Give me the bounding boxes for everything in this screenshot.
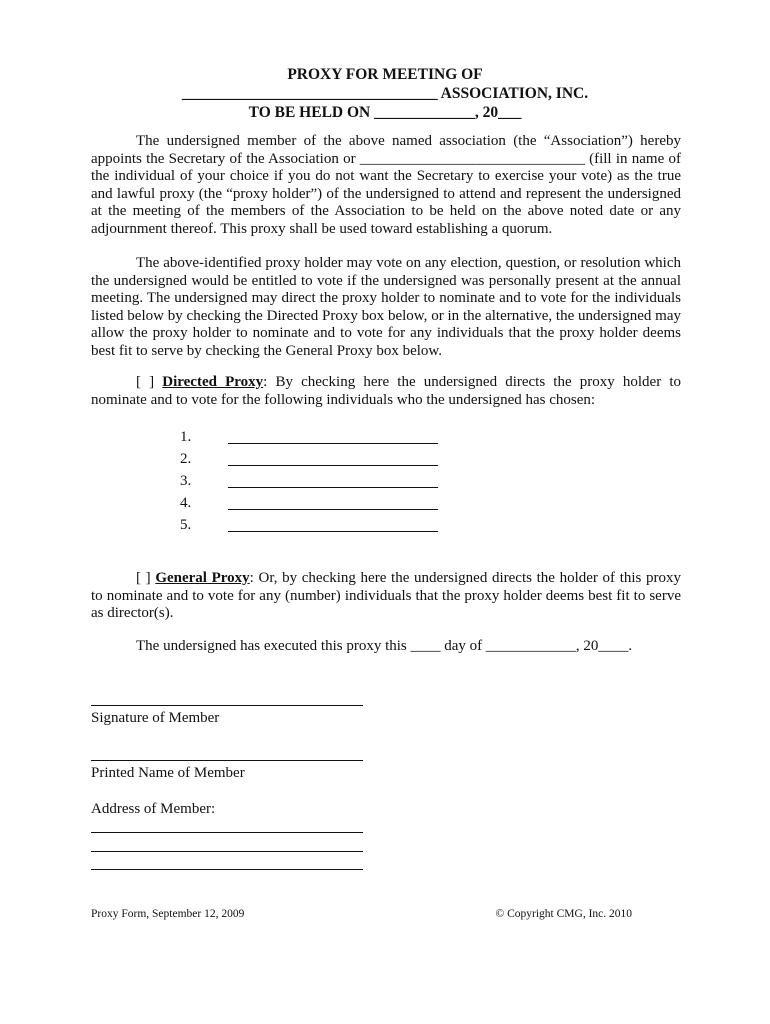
address-field-line[interactable] [91, 832, 363, 833]
nominee-name-field[interactable] [228, 531, 438, 532]
general-proxy-label: General Proxy [155, 570, 250, 586]
form-title: PROXY FOR MEETING OF [287, 66, 483, 83]
meeting-date-line: TO BE HELD ON _____________, 20___ [248, 104, 522, 121]
signature-label: Signature of Member [91, 710, 220, 726]
appointment-paragraph [91, 133, 681, 239]
general-proxy-paragraph [91, 570, 681, 623]
directed-proxy-text: : By checking here the undersigned directs the proxy holder to nominate and to vote for the following individuals who the undersigned has chosen: [91, 374, 682, 408]
directed-proxy-checkbox[interactable]: [ ] [136, 374, 155, 390]
nominee-number: 1. [180, 429, 192, 445]
signature-field[interactable] [91, 705, 363, 706]
nominee-name-field[interactable] [228, 465, 438, 466]
nominee-number: 4. [180, 495, 192, 511]
directed-proxy-paragraph [91, 374, 681, 409]
nominee-number: 5. [180, 517, 192, 533]
general-proxy-text: : Or, by checking here the undersigned directs the holder of this proxy to nominate and to vote for any (number) individuals that the proxy holder deems best fit to serve as director(s). [91, 570, 682, 622]
nominee-number: 3. [180, 473, 192, 489]
nominee-name-field[interactable] [228, 487, 438, 488]
nominee-name-field[interactable] [228, 443, 438, 444]
nominee-row [180, 495, 480, 517]
printed-name-label: Printed Name of Member [91, 765, 245, 781]
directed-proxy-label: Directed Proxy [162, 374, 264, 390]
address-field-line[interactable] [91, 851, 363, 852]
nominee-row [180, 517, 480, 539]
nominee-row [180, 451, 480, 473]
nominee-row [180, 429, 480, 451]
nominee-name-field[interactable] [228, 509, 438, 510]
footer-form-date: Proxy Form, September 12, 2009 [91, 908, 245, 920]
address-field-line[interactable] [91, 869, 363, 870]
printed-name-field[interactable] [91, 760, 363, 761]
execution-text: The undersigned has executed this proxy this ____ day of ____________, 20____. [136, 638, 633, 654]
general-proxy-checkbox[interactable]: [ ] [136, 570, 151, 586]
voting-authority-text: The above-identified proxy holder may vote on any election, question, or resolution which the undersigned would be entitled to vote if the undersigned was personally present at the annual meeting. The undersigned may direct the proxy holder to nominate and to vote for the individuals listed below by checking the Directed Proxy box below, or in the alternative, the undersigned may allow the proxy holder to nominate and to vote for any individuals that the proxy holder deems best fit to serve by checking the General Proxy box below. [91, 255, 681, 359]
voting-authority-paragraph [91, 255, 681, 361]
execution-paragraph [91, 638, 681, 656]
nominee-number: 2. [180, 451, 192, 467]
association-name-line: _________________________________ ASSOCIATION, INC. [181, 85, 589, 102]
nominee-row [180, 473, 480, 495]
footer-copyright: © Copyright CMG, Inc. 2010 [495, 908, 632, 920]
appointment-text: The undersigned member of the above named association (the “Association”) hereby appoints the Secretary of the Association or ______________________________ (fill in name of the individual of your choice if you do not want the Secretary to exercise your vote) as the true and lawful proxy (the “proxy holder”) of the undersigned to attend and represent the undersigned at the meeting of the members of the Association to be held on the above noted date or any adjournment thereof. This proxy shall be used toward establishing a quorum. [91, 133, 681, 237]
address-label: Address of Member: [91, 801, 216, 817]
